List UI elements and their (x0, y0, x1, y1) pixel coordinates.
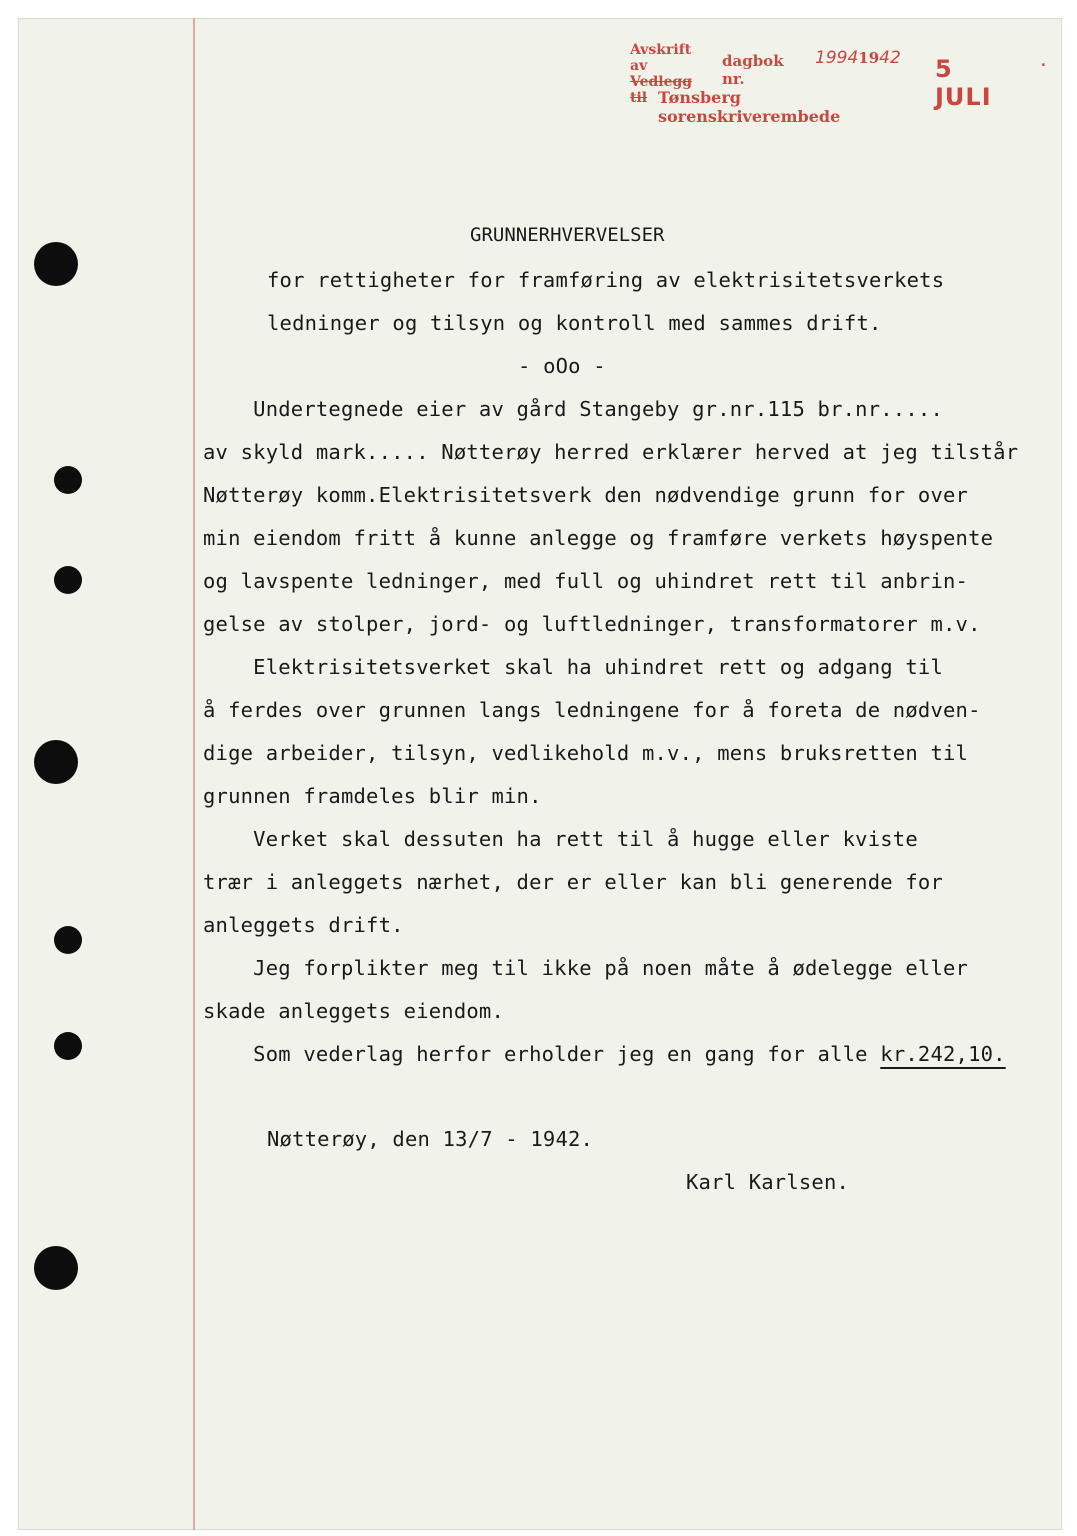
document-title: GRUNNERHVERVELSER (470, 224, 665, 246)
binder-hole-7 (34, 1246, 78, 1290)
separator: - oOo - (518, 354, 606, 378)
binder-hole-6 (54, 1032, 82, 1060)
subtitle-line-1: for rettigheter for framføring av elektrisitetsverkets (267, 268, 945, 292)
stamp-year: 42 (879, 48, 901, 68)
stamp-vedlegg-label: Vedlegg til (630, 74, 693, 106)
body-line-8: å ferdes over grunnen langs ledningene for å foreta de nødven- (203, 698, 981, 722)
body-line-6: gelse av stolper, jord- og luftledninger, transformatorer m.v. (203, 612, 981, 636)
body-line-10: grunnen framdeles blir min. (203, 784, 542, 808)
body-line-11: Verket skal dessuten ha rett til å hugge eller kviste (203, 827, 918, 851)
body-line-16 (203, 1042, 1006, 1066)
margin-line (193, 18, 195, 1530)
body-line-14: Jeg forplikter meg til ikke på noen måte å ødelegge eller (203, 956, 969, 980)
body-line-9: dige arbeider, tilsyn, vedlikehold m.v., mens bruksretten til (203, 741, 969, 765)
body-line-13: anleggets drift. (203, 913, 404, 937)
body-line-1: Undertegnede eier av gård Stangeby gr.nr.115 br.nr..... (203, 397, 943, 421)
binder-hole-4 (34, 740, 78, 784)
stamp-date: 5 JULI (935, 55, 992, 111)
body-line-5: og lavspente ledninger, med full og uhindret rett til anbrin- (203, 569, 969, 593)
stamp-mark: . (1038, 50, 1049, 71)
binder-hole-5 (54, 926, 82, 954)
stamp-office: Tønsberg sorenskriverembede (658, 88, 841, 126)
stamp-number (815, 48, 901, 68)
binder-hole-3 (54, 566, 82, 594)
compensation-amount: kr.242,10. (880, 1042, 1006, 1066)
body-line-2: av skyld mark..... Nøtterøy herred erklærer herved at jeg tilstår (203, 440, 1019, 464)
stamp-avskrift-label: Avskrift av (630, 42, 692, 74)
place-date: Nøtterøy, den 13/7 - 1942. (267, 1127, 594, 1151)
body-line-4: min eiendom fritt å kunne anlegge og framføre verkets høyspente (203, 526, 994, 550)
body-line-3: Nøtterøy komm.Elektrisitetsverk den nødvendige grunn for over (203, 483, 969, 507)
body-line-15: skade anleggets eiendom. (203, 999, 505, 1023)
stamp-dagbok-number: 1994 (815, 48, 859, 68)
body-line-12: trær i anleggets nærhet, der er eller kan bli generende for (203, 870, 943, 894)
compensation-text: Som vederlag herfor erholder jeg en gang for alle (203, 1042, 881, 1066)
binder-hole-1 (34, 242, 78, 286)
stamp-dagbok-label: dagbok nr. (722, 52, 784, 88)
binder-hole-2 (54, 466, 82, 494)
subtitle-line-2: ledninger og tilsyn og kontroll med sammes drift. (267, 311, 882, 335)
body-line-7: Elektrisitetsverket skal ha uhindret rett og adgang til (203, 655, 943, 679)
stamp-year-prefix: 19 (858, 49, 880, 67)
signature: Karl Karlsen. (686, 1170, 850, 1194)
